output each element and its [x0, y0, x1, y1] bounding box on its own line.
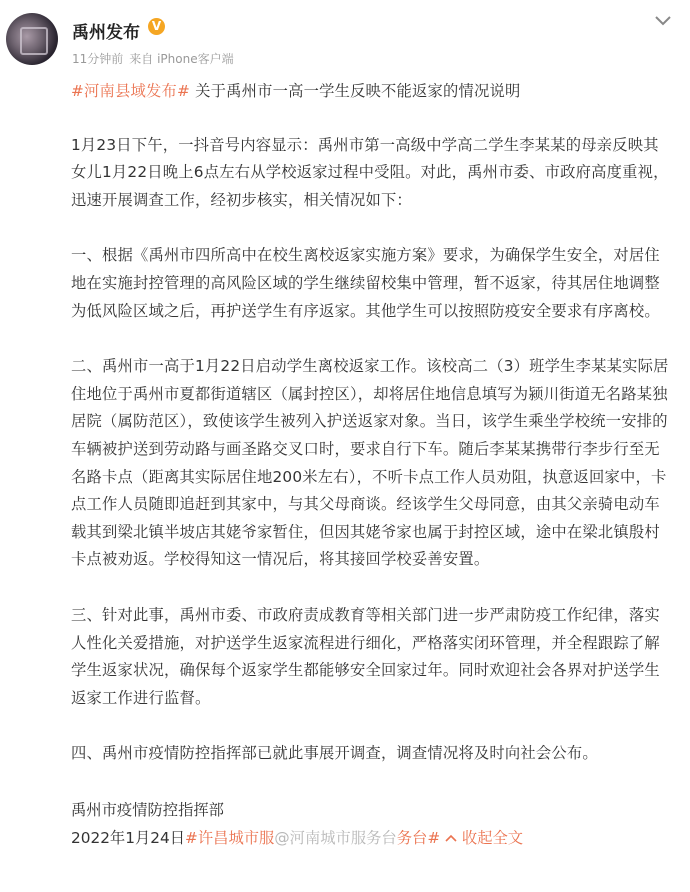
- avatar-image: [20, 27, 48, 55]
- post-title: 关于禹州市一高一学生反映不能返家的情况说明: [195, 82, 521, 100]
- paragraph: 四、禹州市疫情防控指挥部已就此事展开调查，调查情况将及时向社会公布。: [71, 744, 598, 763]
- post-date: 2022年1月24日: [71, 828, 186, 847]
- paragraph: 1月23日下午，一抖音号内容显示：禹州市第一高级中学高二学生李某某的母亲反映其女儿1月22日晚上6点左右从学校返家过程中受阻。对此，禹州市委、市政府高度重视，迅速开展调查工作，经初步核实，相关情况如下：: [71, 135, 669, 209]
- signature: 禹州市疫情防控指挥部: [71, 800, 224, 819]
- chevron-up-icon: [445, 833, 457, 843]
- paragraph: 一、根据《禹州市四所高中在校生离校返家实施方案》要求，为确保学生安全，对居住地在实施封控管理的高风险区域的学生继续留校集中管理，暂不返家，待其居住地调整为低风险区域之后，再护送学生有序返家。其他学生可以按照防疫安全要求有序离校。: [71, 246, 660, 320]
- collapse-button[interactable]: [445, 829, 523, 847]
- chevron-down-icon[interactable]: [653, 14, 673, 28]
- post-time[interactable]: 11分钟前: [72, 52, 124, 66]
- paragraph: 二、禹州市一高于1月22日启动学生离校返家工作。该校高二（3）班学生李某某实际居住地位于禹州市夏都街道辖区（属封控区），却将居住地信息填写为颍川街道无名路某独居院（属防范区），致使该学生被列入护送返家对象。当日，该学生乘坐学校统一安排的车辆被护送到劳动路与画圣路交叉口时，要求自行下车。随后李某某携带行李步行至无名路卡点（距离其实际居住地200米左右），不听卡点工作人员劝阻，执意返回家中，卡点工作人员随即追赶到其家中，与其父母商谈。经该学生父母同意，由其父亲骑电动车载其到梁北镇半坡店其姥爷家暂住，但因其姥爷家也属于封控区域，途中在梁北镇殷村卡点被劝返。学校得知这一情况后，将其接回学校妥善安置。: [71, 357, 669, 569]
- footer-line: [71, 824, 671, 852]
- footer-tag-tail[interactable]: 务台#: [396, 828, 441, 847]
- post-source: 来自 iPhone客户端: [129, 52, 234, 66]
- author-name[interactable]: 禹州发布: [72, 23, 140, 43]
- avatar[interactable]: [6, 13, 58, 65]
- topic-tag[interactable]: #河南县域发布#: [71, 82, 191, 100]
- post-meta: [72, 50, 240, 67]
- paragraph: 三、针对此事，禹州市委、市政府责成教育等相关部门进一步严肃防疫工作纪律，落实人性化关爱措施，对护送学生返家流程进行细化，严格落实闭环管理，并全程跟踪了解学生返家状况，确保每个返家学生都能够安全回家过年。同时欢迎社会各界对护送学生返家工作进行监督。: [71, 605, 660, 707]
- signature-block: [71, 796, 671, 852]
- collapse-label: 收起全文: [461, 828, 524, 847]
- post-title-line: [71, 78, 671, 106]
- post-content: [71, 78, 671, 852]
- watermark: @河南城市服务台: [274, 828, 397, 847]
- verified-badge-icon: V: [148, 18, 165, 35]
- footer-tag[interactable]: #许昌城市服: [185, 828, 275, 847]
